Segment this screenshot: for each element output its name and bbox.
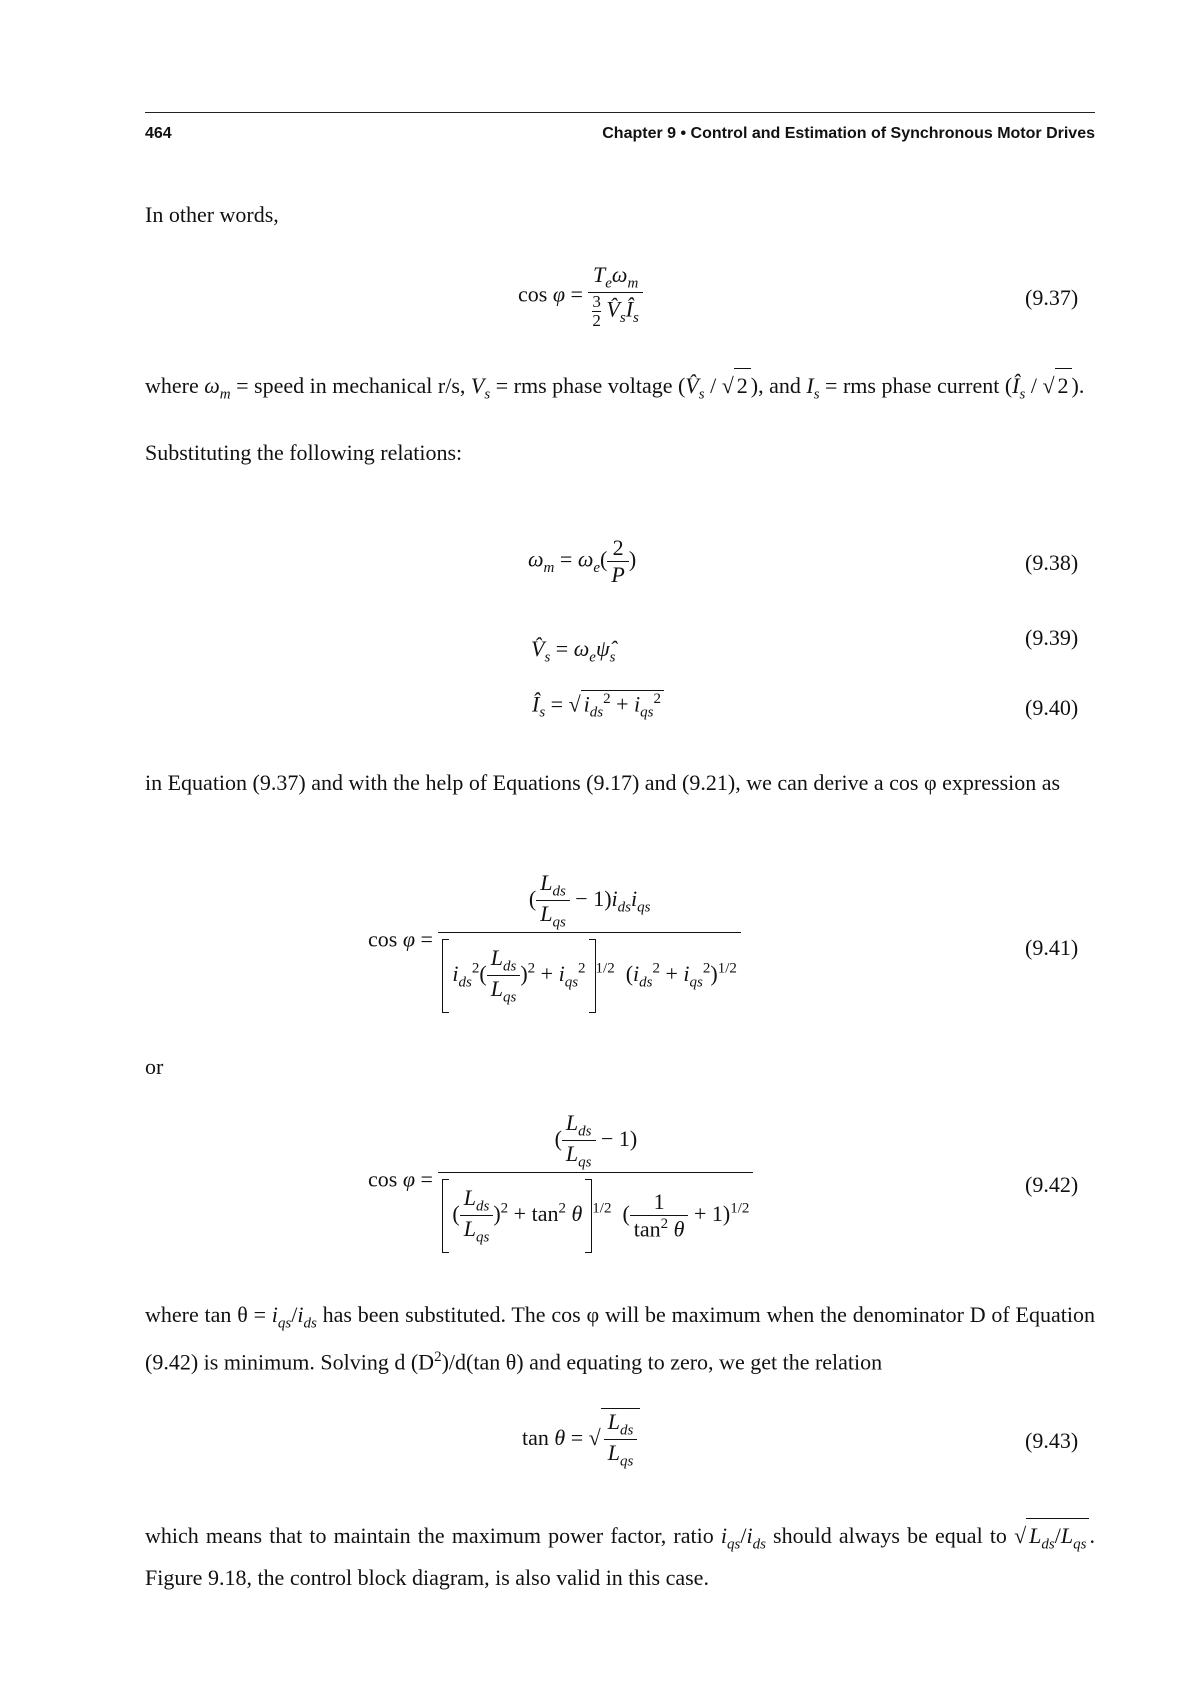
paragraph-derive-cos-phi: in Equation (9.37) and with the help of Equations (9.17) and (9.21), we can derive a cos φ expression as <box>145 770 1061 795</box>
paragraph-substituting: Substituting the following relations: <box>145 440 463 465</box>
equation-number-9-40: (9.40) <box>1025 695 1079 720</box>
equation-number-9-43: (9.43) <box>1025 1428 1079 1453</box>
equation-9-40: $Î_s$ = √ $i_{ds}^2 + i_{qs}^2$ <box>532 690 664 722</box>
equation-9-41: cos φ = ( $\frac{L_{ds}}{L_{qs}}$ − $1)i_{ds}i_{qs}$ $i_{ds}^2$( $\frac{L_{ds}}{L_{qs}}$ )$^2 + i_{qs}^2$ $^{1/2}$ $(i_{ds}^2 + i_{qs}^2)^{1/2}$ <box>368 870 741 1013</box>
equation-number-9-42: (9.42) <box>1025 1172 1079 1197</box>
equation-9-37: cos φ = $T_e\omega_m$ $\frac{3}{2}$ $V̂_sÎ_s$ <box>518 262 643 330</box>
equation-number-9-39: (9.39) <box>1025 625 1079 650</box>
header-rule <box>145 112 1095 113</box>
equation-9-42: cos φ = ( $\frac{L_{ds}}{L_{qs}}$ − 1) ( $\frac{L_{ds}}{L_{qs}}$ )$^2 + \tan^2 \theta$ $^{1/2}$ ( $\frac{1}{\tan^2 \theta}$ + 1)$^{1/2}$ <box>368 1110 753 1253</box>
equation-number-9-37: (9.37) <box>1025 285 1079 310</box>
paragraph-in-other-words: In other words, <box>145 202 279 227</box>
paragraph-or: or <box>145 1054 164 1079</box>
paragraph-tan-theta: where $\tan \theta = i_{qs}/i_{ds}$ has been substituted. The cos φ will be maximum when the denominator D of Equation (9.42) is minimum. Solving d $(D^2)/d(\tan$ θ) and equating to zero, we get the relation <box>145 1302 1095 1375</box>
equation-9-38: $\omega_m = \omega_e$( $\frac{2}{P}$ ) <box>528 535 637 587</box>
equation-9-39: $V̂_s$ = $\omega_e\psî_s$ <box>531 636 616 666</box>
equation-number-9-41: (9.41) <box>1025 935 1079 960</box>
equation-9-43: tan θ = √ $\frac{L_{ds}}{L_{qs}}$ <box>522 1408 640 1471</box>
paragraph-definitions: where $\omega_m$ = speed in mechanical r/s, $V_s$ = rms phase voltage ($V̂_s$ / √ 2 ), and $I_s$ = rms phase current ($Î_s$ / √ 2 ). <box>145 368 1095 411</box>
equation-number-9-38: (9.38) <box>1025 550 1079 575</box>
page-number: 464 <box>145 125 172 142</box>
running-title: Chapter 9 • Control and Estimation of Synchronous Motor Drives <box>602 125 1095 142</box>
paragraph-maximum-power-factor: which means that to maintain the maximum power factor, ratio $i_{qs}/i_{ds}$ should always be equal to √ $L_{ds}/L_{qs}$ . Figure 9.18, the control block diagram, is also valid in this case. <box>145 1518 1095 1595</box>
